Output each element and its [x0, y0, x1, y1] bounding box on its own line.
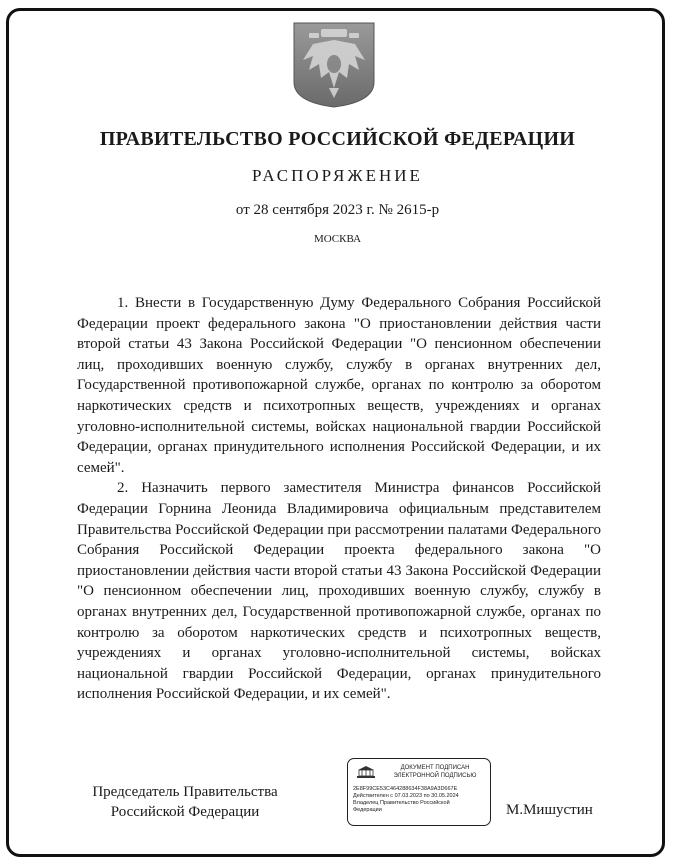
stamp-heading-line2: ЭЛЕКТРОННОЙ ПОДПИСЬЮ	[393, 772, 477, 779]
signer-position-line1: Председатель Правительства	[92, 784, 278, 800]
page-title: ПРАВИТЕЛЬСТВО РОССИЙСКОЙ ФЕДЕРАЦИИ	[99, 128, 576, 150]
signer-name: М.Мишустин	[506, 802, 593, 818]
stamp-heading	[382, 765, 488, 780]
stamp-validity: Действителен с 07.03.2023 по 30.05.2024	[353, 793, 459, 799]
stamp-owner: Владелец Правительство Российской	[353, 800, 450, 806]
document-city: МОСКВА	[313, 233, 362, 245]
electronic-signature-stamp	[347, 758, 491, 826]
paragraph-2: 2. Назначить первого заместителя Министра финансов Российской Федерации Горнина Леонида Владимировича официальным представителем Правительства Российской Федерации при рассмотрении палатами Федерального Собрания Российской Федерации проекта федерального закона "О приостановлении действия части второй статьи 43 Закона Российской Федерации "О пенсионном обеспечении лиц, проходивших военную службу, службу в органах внутренних дел, Государственной противопожарной службе, органах по контролю за оборотом наркотических средств и психотропных веществ, учреждениях и органах уголовно-исполнительной системы, войсках национальной гвардии Российской Федерации, органах принудительного исполнения Российской Федерации, и их семей".	[77, 480, 601, 703]
paragraph-1: 1. Внести в Государственную Думу Федерального Собрания Российской Федерации проект федерального закона "О приостановлении действия части второй статьи 43 Закона Российской Федерации "О пенсионном обеспечении лиц, проходивших военную службу, службу в органах внутренних дел, Государственной противопожарной службе, органах по контролю за оборотом наркотических средств и психотропных веществ, учреждениях и органах уголовно-исполнительной системы, войсках национальной гвардии Российской Федерации, органах принудительного исполнения Российской Федерации, и их семей".	[77, 295, 601, 476]
document-date-number: от 28 сентября 2023 г. № 2615-р	[235, 202, 440, 218]
double-headed-eagle-coat-of-arms-icon	[291, 20, 377, 108]
stamp-owner-line2: Федерации	[353, 807, 382, 813]
document-type: РАСПОРЯЖЕНИЕ	[252, 166, 423, 185]
government-building-icon	[356, 765, 376, 779]
stamp-details	[353, 786, 489, 814]
signer-position	[80, 782, 290, 822]
document-body	[77, 293, 601, 705]
signer-position-line2: Российской Федерации	[110, 804, 260, 820]
stamp-certificate: 2E8F99CE53C464288634F38A9A3D667E	[353, 786, 458, 792]
stamp-heading-line1: ДОКУМЕНТ ПОДПИСАН	[400, 765, 470, 771]
